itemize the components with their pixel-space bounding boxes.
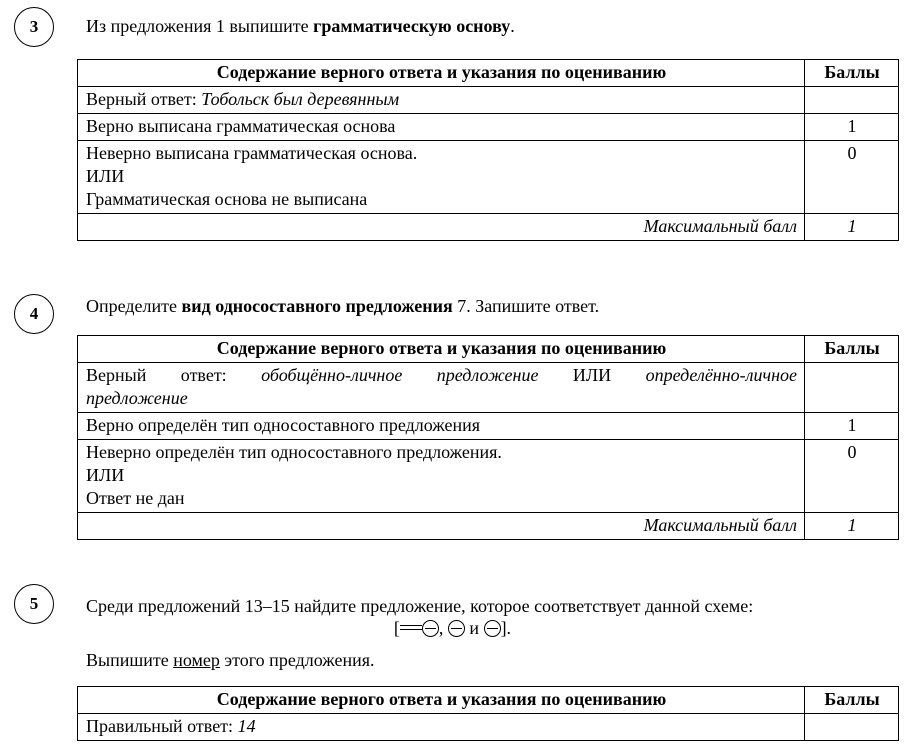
table-row: Верно выписана грамматическая основа 1 xyxy=(78,114,899,141)
participle-circle-icon xyxy=(484,620,501,637)
header-points: Баллы xyxy=(805,60,899,87)
correct-answer: Верный ответ: обобщённо-личное предложение ИЛИ определённо-личное предложение xyxy=(78,363,805,413)
sentence-scheme: [ , и ]. xyxy=(393,618,512,638)
table-header-row xyxy=(78,336,899,363)
grading-table xyxy=(77,335,899,540)
predicate-line-icon xyxy=(400,625,422,630)
max-score-row: Максимальный балл 1 xyxy=(78,513,899,540)
table-row: Верно определён тип односоставного предложения 1 xyxy=(78,413,899,440)
task-question: Определите вид односоставного предложения 7. Запишите ответ. xyxy=(86,296,600,316)
correct-answer: Верный ответ: Тобольск был деревянным xyxy=(78,87,805,114)
task-number-badge: 4 xyxy=(14,294,54,334)
header-content: Содержание верного ответа и указания по оцениванию xyxy=(78,687,805,714)
task-instruction: Выпишите номер этого предложения. xyxy=(86,650,375,670)
task-question: Среди предложений 13–15 найдите предложение, которое соответствует данной схеме: xyxy=(86,596,754,616)
header-content: Содержание верного ответа и указания по оцениванию xyxy=(78,60,805,87)
header-points: Баллы xyxy=(805,336,899,363)
grading-table xyxy=(77,686,899,741)
participle-circle-icon xyxy=(448,620,465,637)
grading-table xyxy=(77,59,899,241)
task-question: Из предложения 1 выпишите грамматическую основу. xyxy=(86,16,515,36)
table-header-row xyxy=(78,687,899,714)
header-content: Содержание верного ответа и указания по оцениванию xyxy=(78,336,805,363)
header-points: Баллы xyxy=(805,687,899,714)
task-number-badge: 3 xyxy=(14,7,54,47)
answer-row xyxy=(78,363,899,413)
answer-row xyxy=(78,714,899,741)
correct-answer: Правильный ответ: 14 xyxy=(78,714,805,741)
answer-row xyxy=(78,87,899,114)
participle-circle-icon xyxy=(422,620,439,637)
task-number-badge: 5 xyxy=(14,584,54,624)
max-score-row: Максимальный балл 1 xyxy=(78,214,899,241)
table-row: Неверно определён тип односоставного предложения. ИЛИ Ответ не дан 0 xyxy=(78,440,899,513)
table-row: Неверно выписана грамматическая основа. ИЛИ Грамматическая основа не выписана 0 xyxy=(78,141,899,214)
table-header-row xyxy=(78,60,899,87)
